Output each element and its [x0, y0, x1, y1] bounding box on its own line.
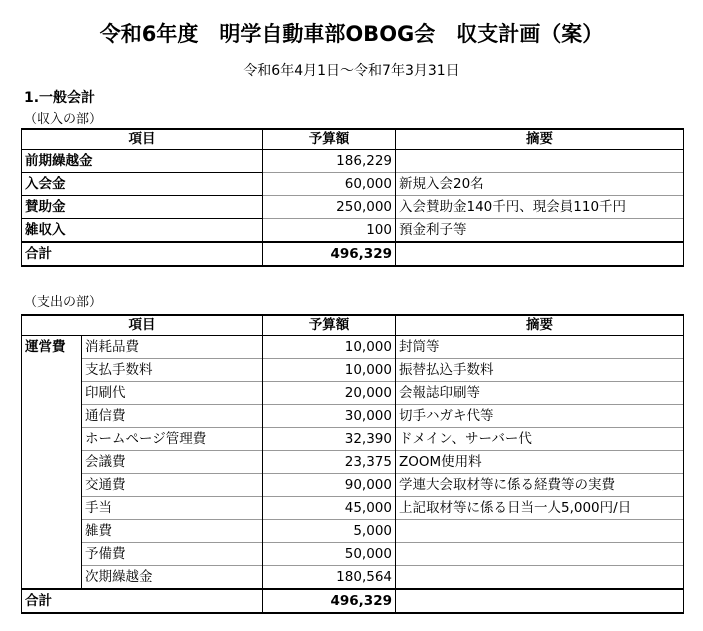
table-row: [22, 565, 684, 589]
income-item: 雑収入: [22, 218, 263, 242]
income-amount: 100: [263, 218, 396, 242]
expense-note: [396, 565, 684, 589]
expense-amount: 20,000: [263, 381, 396, 404]
table-row: [22, 542, 684, 565]
header-note: 摘要: [396, 315, 684, 335]
income-item: 入会金: [22, 172, 263, 195]
expense-amount: 30,000: [263, 404, 396, 427]
expense-item: 通信費: [82, 404, 263, 427]
income-amount: 250,000: [263, 195, 396, 218]
income-note: 預金利子等: [396, 218, 684, 242]
expense-item: 会議費: [82, 450, 263, 473]
expense-item: 予備費: [82, 542, 263, 565]
expense-category-empty: [22, 565, 82, 589]
total-note: [396, 589, 684, 613]
expense-category-empty: [22, 496, 82, 519]
income-total-row: [22, 242, 684, 266]
expense-item: 支払手数料: [82, 358, 263, 381]
expense-item: 消耗品費: [82, 335, 263, 358]
expense-note: ドメイン、サーバー代: [396, 427, 684, 450]
expense-item: 手当: [82, 496, 263, 519]
expense-note: ZOOM使用料: [396, 450, 684, 473]
expense-amount: 180,564: [263, 565, 396, 589]
document-title: 令和6年度 明学自動車部OBOG会 収支計画（案）: [99, 22, 604, 46]
income-note: [396, 149, 684, 172]
table-row: [22, 172, 684, 195]
expense-note: 学連大会取材等に係る経費等の実費: [396, 473, 684, 496]
table-row: [22, 149, 684, 172]
expense-category-empty: [22, 404, 82, 427]
expense-amount: 5,000: [263, 519, 396, 542]
header-amount: 予算額: [263, 315, 396, 335]
expense-amount: 50,000: [263, 542, 396, 565]
expense-item: ホームページ管理費: [82, 427, 263, 450]
expense-category-empty: [22, 519, 82, 542]
income-amount: 186,229: [263, 149, 396, 172]
income-header-row: [22, 129, 684, 149]
header-amount: 予算額: [263, 129, 396, 149]
header-item: 項目: [22, 129, 263, 149]
total-amount: 496,329: [263, 242, 396, 266]
table-row: [22, 427, 684, 450]
table-row: [22, 473, 684, 496]
table-row: [22, 404, 684, 427]
expense-amount: 10,000: [263, 335, 396, 358]
table-row: [22, 496, 684, 519]
income-table: [21, 128, 684, 267]
expense-category-empty: [22, 358, 82, 381]
income-note: 入会賛助金140千円、現会員110千円: [396, 195, 684, 218]
header-note: 摘要: [396, 129, 684, 149]
expense-category-empty: [22, 381, 82, 404]
expense-note: [396, 519, 684, 542]
header-item: 項目: [22, 315, 263, 335]
expense-category: 運営費: [22, 335, 82, 358]
expense-amount: 45,000: [263, 496, 396, 519]
expense-amount: 90,000: [263, 473, 396, 496]
expense-category-empty: [22, 450, 82, 473]
expense-item: 雑費: [82, 519, 263, 542]
income-item: 賛助金: [22, 195, 263, 218]
expense-category-empty: [22, 473, 82, 496]
expense-item: 印刷代: [82, 381, 263, 404]
expense-amount: 10,000: [263, 358, 396, 381]
table-row: [22, 450, 684, 473]
expense-note: 会報誌印刷等: [396, 381, 684, 404]
table-row: [22, 218, 684, 242]
expense-note: 切手ハガキ代等: [396, 404, 684, 427]
total-label: 合計: [22, 242, 263, 266]
expense-header-row: [22, 315, 684, 335]
table-row: [22, 195, 684, 218]
expense-category-empty: [22, 427, 82, 450]
table-row: [22, 358, 684, 381]
expense-table: [21, 314, 684, 614]
total-amount: 496,329: [263, 589, 396, 613]
expense-note: 振替払込手数料: [396, 358, 684, 381]
expense-note: 封筒等: [396, 335, 684, 358]
table-row: [22, 335, 684, 358]
table-row: [22, 381, 684, 404]
total-note: [396, 242, 684, 266]
expense-note: [396, 542, 684, 565]
expense-category-empty: [22, 542, 82, 565]
income-item: 前期繰越金: [22, 149, 263, 172]
expense-item: 次期繰越金: [82, 565, 263, 589]
income-note: 新規入会20名: [396, 172, 684, 195]
expense-item: 交通費: [82, 473, 263, 496]
expense-note: 上記取材等に係る日当一人5,000円/日: [396, 496, 684, 519]
total-label: 合計: [22, 589, 263, 613]
expense-total-row: [22, 589, 684, 613]
income-amount: 60,000: [263, 172, 396, 195]
income-caption: （収入の部）: [24, 112, 103, 127]
table-row: [22, 519, 684, 542]
expense-amount: 23,375: [263, 450, 396, 473]
expense-amount: 32,390: [263, 427, 396, 450]
expense-caption: （支出の部）: [24, 295, 103, 310]
section-heading: 1.一般会計: [24, 90, 96, 106]
fiscal-period: 令和6年4月1日～令和7年3月31日: [243, 63, 460, 79]
